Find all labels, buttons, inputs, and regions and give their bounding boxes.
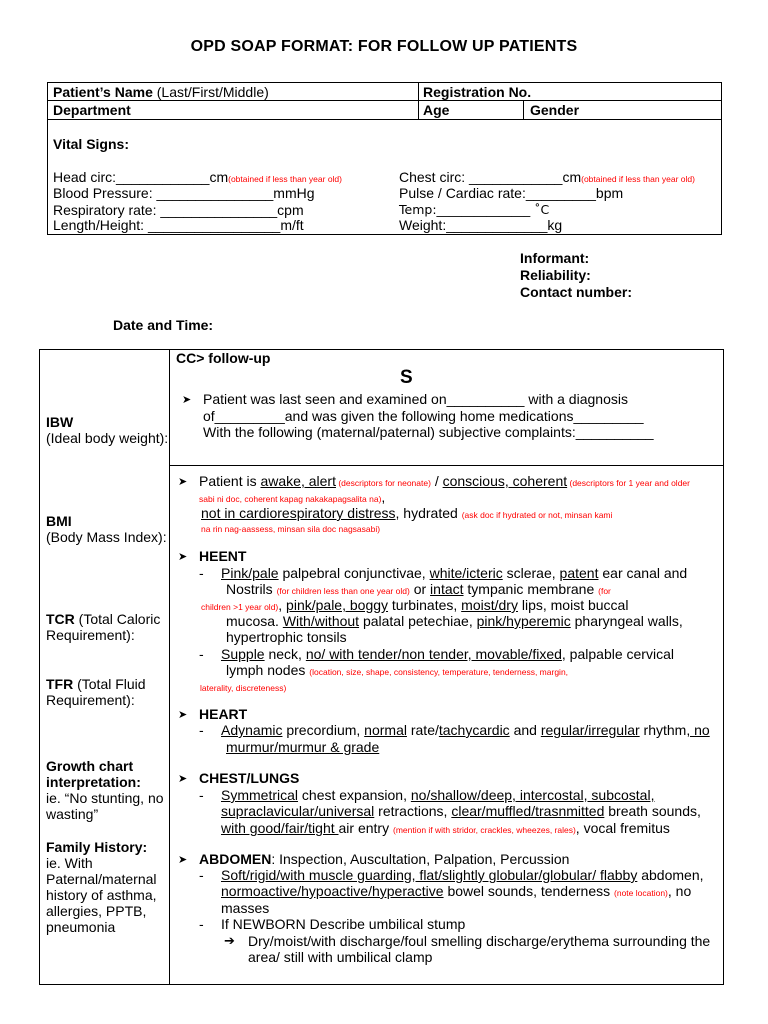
text: mucosa. xyxy=(226,613,283,629)
column-divider xyxy=(523,100,524,119)
text: rhythm xyxy=(639,722,687,738)
hydrated: , hydrated xyxy=(395,505,462,521)
text: lips, moist buccal xyxy=(517,597,629,613)
column-divider xyxy=(418,83,419,119)
soap-table xyxy=(39,349,724,985)
contact-number-label: Contact number: xyxy=(520,284,632,300)
head-circ-text: Head circ:____________cm xyxy=(53,169,229,185)
note: (for xyxy=(598,586,611,596)
retraction-depth: no/shallow/deep, intercostal, subcostal, xyxy=(410,787,655,803)
vital-signs-label: Vital Signs: xyxy=(53,136,129,152)
subjective-line-1: Patient was last seen and examined on__________ with a diagnosis xyxy=(203,391,628,407)
date-time-label: Date and Time: xyxy=(113,317,214,333)
bullet-icon: ➤ xyxy=(178,551,188,563)
note: (mention if with stridor, crackles, wheezes, rales) xyxy=(392,825,576,835)
age-label: Age xyxy=(423,102,450,118)
bmi-title: BMI xyxy=(46,513,72,529)
department-label: Department xyxy=(53,102,131,118)
family-history-title: Family History: xyxy=(46,839,148,855)
chest-circ-note: (obtained if less than year old) xyxy=(581,174,695,184)
no: , no xyxy=(686,722,710,738)
length-height-field: Length/Height: _________________m/ft xyxy=(53,217,304,233)
text: lymph nodes xyxy=(226,662,310,678)
normal: normal xyxy=(364,722,407,738)
text: breath sounds, xyxy=(604,803,701,819)
patient-name-field xyxy=(53,84,269,100)
text: palatal petechiae, xyxy=(359,613,477,629)
growth-chart-title: Growth chart interpretation: xyxy=(46,758,141,790)
family-history-section xyxy=(46,839,170,935)
dash: - xyxy=(199,646,204,662)
note: (for children less than one year old) xyxy=(276,586,410,596)
text: and xyxy=(509,722,541,738)
tcr-desc: (Total Caloric Requirement): xyxy=(46,611,161,643)
note-neonate: (descriptors for neonate) xyxy=(335,478,431,488)
text: , vocal fremitus xyxy=(575,820,670,836)
bullet-icon: ➤ xyxy=(178,854,188,866)
slash: / xyxy=(430,473,443,489)
row-divider xyxy=(169,465,723,466)
text: or xyxy=(409,581,431,597)
text: neck, xyxy=(264,646,306,662)
text: , no xyxy=(667,883,692,899)
text: sclerae, xyxy=(502,565,560,581)
chest-line-2 xyxy=(221,803,701,819)
text: : Inspection, Auscultation, Palpation, Percussion xyxy=(271,851,570,867)
note-hydrated-2: na rin nag-aassess, minsan sila doc nagsasabi) xyxy=(201,524,381,534)
gender-label: Gender xyxy=(530,102,580,118)
comma: , xyxy=(381,489,386,505)
bullet-icon: ➤ xyxy=(178,476,188,488)
heent-line-4 xyxy=(226,613,683,629)
abdomen-line-3: masses xyxy=(221,900,270,916)
dash: - xyxy=(199,565,204,581)
note-hydrated: (ask doc if hydrated or not, minsan kami xyxy=(461,510,613,520)
note: (note location) xyxy=(614,888,668,898)
breath-sounds: clear/muffled/trasnmitted xyxy=(451,803,605,819)
lymph-options: no/ with tender/non tender, movable/fixed xyxy=(305,646,562,662)
note: laterality, discreteness) xyxy=(200,683,287,693)
blood-pressure-field: Blood Pressure: _______________mmHg xyxy=(53,185,315,201)
pulse-field: Pulse / Cardiac rate:_________bpm xyxy=(399,185,624,201)
ibw-section xyxy=(46,414,170,446)
tfr-section xyxy=(46,676,170,708)
informant-label: Informant: xyxy=(520,250,590,266)
cardio-distress: not in cardiorespiratory distress xyxy=(201,505,396,521)
reliability-label: Reliability: xyxy=(520,267,591,283)
text: chest expansion, xyxy=(298,787,411,803)
abdomen-title xyxy=(199,851,569,867)
supraclavicular: supraclavicular/universal xyxy=(221,803,375,819)
bowel-sounds-options: normoactive/hypoactive/hyperactive xyxy=(221,883,444,899)
page-title: OPD SOAP FORMAT: FOR FOLLOW UP PATIENTS xyxy=(190,38,578,55)
heart-line-1 xyxy=(221,722,710,738)
abdomen-line-5: Dry/moist/with discharge/foul smelling discharge/erythema surrounding the xyxy=(248,933,711,949)
note: children >1 year old) xyxy=(201,602,279,612)
subjective-line-3: With the following (maternal/paternal) subjective complaints:__________ xyxy=(203,424,654,440)
temp-field: Temp:_______________ ˚C xyxy=(399,202,550,217)
note-1yr-2: sabi ni doc, coherent kapag nakakapagsalita na) xyxy=(199,494,382,504)
abdomen-options: Soft/rigid/with muscle guarding, flat/slightly globular/globular/ flabby xyxy=(221,867,638,883)
supple: Supple xyxy=(221,646,265,662)
with-without: With/without xyxy=(282,613,360,629)
text: pharyngeal walls, xyxy=(570,613,683,629)
growth-chart-section xyxy=(46,758,170,822)
dash: - xyxy=(199,787,204,803)
text: tympanic membrane xyxy=(463,581,599,597)
air-entry-quality: with good/fair/tight xyxy=(221,820,339,836)
subjective-line-2: of_________and was given the following home medications_________ xyxy=(203,408,644,424)
text: precordium, xyxy=(282,722,365,738)
text: , palpable cervical xyxy=(561,646,674,662)
chest-title: CHEST/LUNGS xyxy=(199,770,300,786)
patient-name-label: Patient’s Name xyxy=(53,84,153,100)
tfr-title: TFR xyxy=(46,676,74,692)
heent-line-5: hypertrophic tonsils xyxy=(226,629,347,645)
row-divider xyxy=(48,100,721,101)
tcr-section xyxy=(46,611,170,643)
dash: - xyxy=(199,867,204,883)
text: turbinates, xyxy=(388,597,462,613)
arrow-icon: ➔ xyxy=(224,933,235,948)
text: palpebral conjunctivae, xyxy=(278,565,430,581)
pink-pale: Pink/pale xyxy=(221,565,279,581)
note-1yr: (descriptors for 1 year and older xyxy=(567,478,690,488)
abdomen-line-6: area/ still with umbilical clamp xyxy=(248,949,433,965)
row-divider xyxy=(48,119,721,120)
text: ear canal and xyxy=(598,565,688,581)
note: (location, size, shape, consistency, temperature, tenderness, margin, xyxy=(309,667,569,677)
text: abdomen, xyxy=(637,867,704,883)
text: retractions, xyxy=(374,803,452,819)
s-label: S xyxy=(400,367,413,388)
abdomen-line-4: If NEWBORN Describe umbilical stump xyxy=(221,916,466,932)
bmi-desc: (Body Mass Index): xyxy=(46,529,167,545)
heent-line-8 xyxy=(200,678,286,696)
text: rate/ xyxy=(406,722,439,738)
ibw-title: IBW xyxy=(46,414,74,430)
heent-line-6 xyxy=(221,646,674,662)
bullet-icon: ➤ xyxy=(178,709,188,721)
tfr-desc: (Total Fluid Requirement): xyxy=(46,676,146,708)
text: bowel sounds, tenderness xyxy=(443,883,615,899)
general-line-4 xyxy=(201,519,380,537)
adynamic: Adynamic xyxy=(221,722,283,738)
abdomen-title-bold: ABDOMEN xyxy=(199,851,272,867)
patent: patent xyxy=(559,565,599,581)
tachycardic: tachycardic xyxy=(438,722,510,738)
regular-irregular: regular/irregular xyxy=(540,722,640,738)
tcr-title: TCR xyxy=(46,611,75,627)
patient-info-table xyxy=(47,82,722,235)
heent-line-1 xyxy=(221,565,687,581)
weight-field: Weight:_____________kg xyxy=(399,217,563,233)
chief-complaint: CC> follow-up xyxy=(176,350,271,366)
pink-hyperemic: pink/hyperemic xyxy=(476,613,571,629)
registration-label: Registration No. xyxy=(423,84,532,100)
growth-chart-desc: ie. “No stunting, no wasting” xyxy=(46,790,164,822)
pink-pale-boggy: pink/pale, boggy xyxy=(286,597,389,613)
family-history-desc: ie. With Paternal/maternal history of asthma, allergies, PPTB, pneumonia xyxy=(46,855,157,935)
symmetrical: Symmetrical xyxy=(221,787,299,803)
text: Nostrils xyxy=(226,581,277,597)
bullet-icon: ➤ xyxy=(178,773,188,785)
abdomen-line-2 xyxy=(221,883,691,901)
dash: - xyxy=(199,722,204,738)
text: air entry xyxy=(338,820,393,836)
white-icteric: white/icteric xyxy=(429,565,503,581)
text: , xyxy=(278,597,287,613)
general-prefix: Patient is xyxy=(199,473,261,489)
chest-line-3 xyxy=(221,820,670,838)
head-circ-note: (obtained if less than year old) xyxy=(228,174,342,184)
bmi-section xyxy=(46,513,170,545)
ibw-desc: (Ideal body weight): xyxy=(46,430,169,446)
heart-line-2 xyxy=(226,739,379,755)
heart-title: HEART xyxy=(199,706,248,722)
awake-alert: awake, alert xyxy=(260,473,336,489)
dash: - xyxy=(199,916,204,932)
chest-line-1 xyxy=(221,787,654,803)
abdomen-line-1 xyxy=(221,867,704,883)
bullet-icon: ➤ xyxy=(182,394,192,406)
intact: intact xyxy=(430,581,464,597)
murmur: murmur/murmur & grade xyxy=(226,739,380,755)
patient-name-hint: (Last/First/Middle) xyxy=(152,84,269,100)
conscious-coherent: conscious, coherent xyxy=(442,473,568,489)
moist-dry: moist/dry xyxy=(461,597,518,613)
chest-circ-text: Chest circ: ____________cm xyxy=(399,169,582,185)
respiratory-rate-field: Respiratory rate: _______________cpm xyxy=(53,202,304,218)
heent-title: HEENT xyxy=(199,548,247,564)
